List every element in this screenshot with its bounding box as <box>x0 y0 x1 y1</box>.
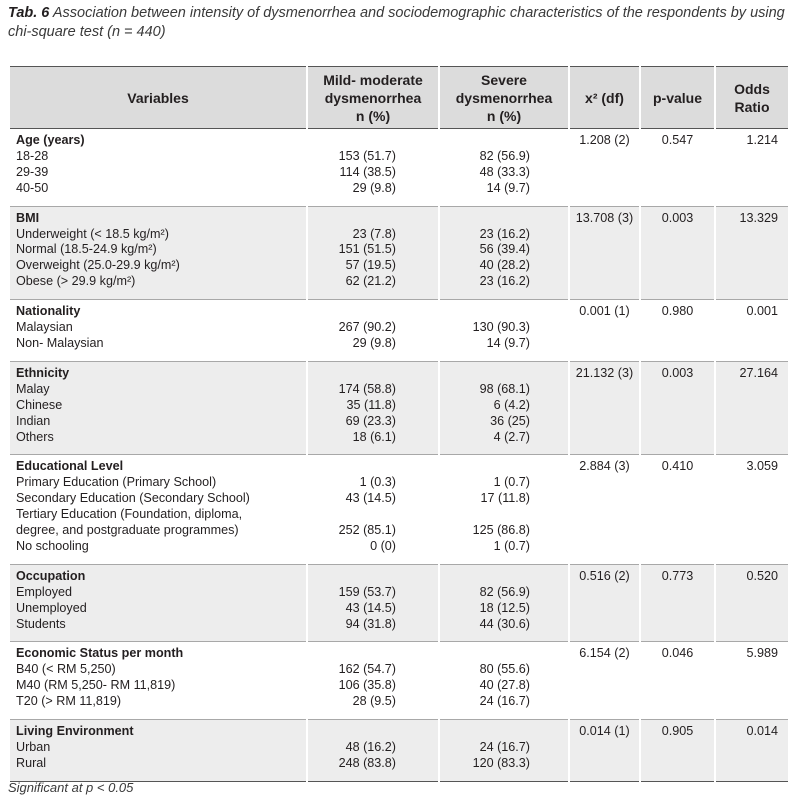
mild-cell <box>307 455 439 564</box>
category-label: T20 (> RM 11,819) <box>16 694 122 709</box>
table-row <box>10 361 788 455</box>
severe-value: 14 (9.7) <box>486 180 530 195</box>
mild-value: 159 (53.7) <box>338 584 396 599</box>
header-chi-square <box>569 67 640 129</box>
chi-square-value: 0.516 (2) <box>569 564 640 642</box>
severe-cell <box>439 300 569 362</box>
severe-value: 40 (28.2) <box>479 258 530 273</box>
group-title: BMI <box>16 210 40 225</box>
severe-value: 130 (90.3) <box>472 320 530 335</box>
table-label: Tab. 6 <box>8 5 50 21</box>
mild-value: 29 (9.8) <box>352 180 396 195</box>
severe-cell <box>439 129 569 207</box>
variable-cell <box>10 720 307 782</box>
severe-value: 1 (0.7) <box>493 475 530 490</box>
variable-cell <box>10 564 307 642</box>
variable-cell <box>10 455 307 564</box>
odds-ratio-value: 0.001 <box>715 300 788 362</box>
mild-value: 62 (21.2) <box>345 274 396 289</box>
severe-value: 4 (2.7) <box>493 429 530 444</box>
category-label: Malaysian <box>16 320 73 335</box>
odds-ratio-value: 1.214 <box>715 129 788 207</box>
severe-value: 24 (16.7) <box>479 694 530 709</box>
header-line: dysmenorrhea <box>324 89 422 106</box>
category-label: Rural <box>16 755 47 770</box>
header-line: Mild- moderate <box>323 71 423 88</box>
mild-value: 94 (31.8) <box>345 616 396 631</box>
odds-ratio-value: 5.989 <box>715 642 788 720</box>
severe-cell <box>439 720 569 782</box>
mild-value: 69 (23.3) <box>345 413 396 428</box>
table-header <box>10 67 788 129</box>
category-label: Secondary Education (Secondary School) <box>16 491 250 506</box>
mild-value: 151 (51.5) <box>338 242 396 257</box>
mild-cell <box>307 206 439 300</box>
p-value: 0.046 <box>640 642 715 720</box>
mild-value: 267 (90.2) <box>338 320 396 335</box>
p-value: 0.980 <box>640 300 715 362</box>
mild-cell <box>307 564 439 642</box>
severe-cell <box>439 455 569 564</box>
table-row <box>10 129 788 207</box>
group-title: Nationality <box>16 304 81 319</box>
severe-value: 36 (25) <box>490 413 530 428</box>
chi-square-value: 13.708 (3) <box>569 206 640 300</box>
category-label: M40 (RM 5,250- RM 11,819) <box>16 678 176 693</box>
footnote: Significant at p < 0.05 <box>8 780 134 795</box>
p-value: 0.905 <box>640 720 715 782</box>
header-line: n (%) <box>355 107 391 124</box>
chi-square-value: 6.154 (2) <box>569 642 640 720</box>
odds-ratio-value: 3.059 <box>715 455 788 564</box>
severe-value: 98 (68.1) <box>479 381 530 396</box>
category-label: Others <box>16 429 54 444</box>
p-value: 0.003 <box>640 361 715 455</box>
category-label: No schooling <box>16 538 89 553</box>
category-label: degree, and postgraduate programmes) <box>16 523 239 538</box>
severe-value: 24 (16.7) <box>479 740 530 754</box>
group-title: Economic Status per month <box>16 646 184 661</box>
severe-value: 82 (56.9) <box>479 148 530 163</box>
category-label: Employed <box>16 584 73 599</box>
odds-ratio-value: 0.520 <box>715 564 788 642</box>
p-value: 0.547 <box>640 129 715 207</box>
chi-square-value: 0.014 (1) <box>569 720 640 782</box>
p-value: 0.003 <box>640 206 715 300</box>
category-label: Overweight (25.0-29.9 kg/m²) <box>16 258 180 273</box>
category-label: Normal (18.5-24.9 kg/m²) <box>16 242 157 257</box>
group-title: Occupation <box>16 568 86 583</box>
variable-cell <box>10 642 307 720</box>
severe-cell <box>439 206 569 300</box>
mild-value: 1 (0.3) <box>359 475 396 490</box>
severe-value: 6 (4.2) <box>493 397 530 412</box>
variable-cell <box>10 129 307 207</box>
mild-value: 43 (14.5) <box>345 491 396 506</box>
mild-value: 153 (51.7) <box>338 148 396 163</box>
chi-square-value: 21.132 (3) <box>569 361 640 455</box>
table-row <box>10 455 788 564</box>
mild-cell <box>307 720 439 782</box>
table-row <box>10 564 788 642</box>
header-severe <box>439 67 569 129</box>
mild-value: 248 (83.8) <box>338 755 396 770</box>
mild-value: 174 (58.8) <box>338 381 396 396</box>
category-label: Primary Education (Primary School) <box>16 475 217 490</box>
category-label: 18-28 <box>16 148 49 163</box>
category-label: B40 (< RM 5,250) <box>16 662 116 677</box>
mild-value: 162 (54.7) <box>338 662 396 677</box>
group-title: Ethnicity <box>16 365 70 380</box>
severe-value: 48 (33.3) <box>479 164 530 179</box>
category-label: Malay <box>16 381 50 396</box>
category-label: Obese (> 29.9 kg/m²) <box>16 274 136 289</box>
mild-value: 252 (85.1) <box>338 523 396 538</box>
mild-value: 29 (9.8) <box>352 335 396 350</box>
severe-value: 1 (0.7) <box>493 538 530 553</box>
group-title: Living Environment <box>16 724 134 739</box>
header-line: Ratio <box>734 98 770 115</box>
category-label: Indian <box>16 413 51 428</box>
table-row <box>10 206 788 300</box>
p-value: 0.410 <box>640 455 715 564</box>
category-label: 40-50 <box>16 180 49 195</box>
category-label: Chinese <box>16 397 63 412</box>
table-title: Association between intensity of dysmenorrhea and sociodemographic characteristics of the respondents by using chi-square test (n = 440) <box>8 5 785 40</box>
severe-value: 17 (11.8) <box>480 491 530 506</box>
severe-cell <box>439 642 569 720</box>
header-variables <box>10 67 307 129</box>
mild-value: 43 (14.5) <box>345 600 396 615</box>
data-table <box>10 66 788 782</box>
chi-square-value: 1.208 (2) <box>569 129 640 207</box>
header-line: p-value <box>652 89 702 106</box>
mild-value: 28 (9.5) <box>352 694 396 709</box>
header-line: x² (df) <box>585 89 624 106</box>
header-odds-ratio <box>715 67 788 129</box>
header-mild-moderate <box>307 67 439 129</box>
p-value: 0.773 <box>640 564 715 642</box>
odds-ratio-value: 0.014 <box>715 720 788 782</box>
header-line: n (%) <box>486 107 522 124</box>
table-row <box>10 720 788 782</box>
table-row <box>10 300 788 362</box>
table-row <box>10 642 788 720</box>
chi-square-value: 0.001 (1) <box>569 300 640 362</box>
header-line: Severe <box>481 71 527 88</box>
mild-value: 35 (11.8) <box>346 397 396 412</box>
odds-ratio-value: 27.164 <box>715 361 788 455</box>
variable-cell <box>10 206 307 300</box>
header-line: Odds <box>734 80 770 97</box>
odds-ratio-value: 13.329 <box>715 206 788 300</box>
category-label: Tertiary Education (Foundation, diploma, <box>16 507 243 522</box>
severe-cell <box>439 361 569 455</box>
severe-value: 23 (16.2) <box>479 226 530 241</box>
table-body <box>10 129 788 782</box>
chi-square-value: 2.884 (3) <box>569 455 640 564</box>
severe-value: 18 (12.5) <box>479 600 530 615</box>
category-label: Urban <box>16 740 51 754</box>
severe-value: 125 (86.8) <box>472 523 530 538</box>
mild-cell <box>307 300 439 362</box>
mild-value: 23 (7.8) <box>352 226 396 241</box>
mild-cell <box>307 129 439 207</box>
group-title: Educational Level <box>16 459 124 474</box>
variable-cell <box>10 361 307 455</box>
mild-value: 0 (0) <box>370 538 396 553</box>
severe-value: 120 (83.3) <box>472 755 530 770</box>
severe-value: 82 (56.9) <box>479 584 530 599</box>
category-label: 29-39 <box>16 164 49 179</box>
header-line: dysmenorrhea <box>455 89 553 106</box>
mild-value: 18 (6.1) <box>352 429 396 444</box>
severe-value: 80 (55.6) <box>479 662 530 677</box>
header-row <box>10 67 788 129</box>
severe-value: 40 (27.8) <box>479 678 530 693</box>
severe-value: 56 (39.4) <box>479 242 530 257</box>
severe-value: 23 (16.2) <box>479 274 530 289</box>
category-label: Underweight (< 18.5 kg/m²) <box>16 226 169 241</box>
severe-value: 44 (30.6) <box>479 616 530 631</box>
category-label: Students <box>16 616 66 631</box>
mild-value: 106 (35.8) <box>338 678 396 693</box>
group-title: Age (years) <box>16 133 85 147</box>
category-label: Unemployed <box>16 600 87 615</box>
mild-value: 57 (19.5) <box>345 258 396 273</box>
variable-cell <box>10 300 307 362</box>
mild-cell <box>307 642 439 720</box>
severe-value: 14 (9.7) <box>486 335 530 350</box>
severe-cell <box>439 564 569 642</box>
mild-cell <box>307 361 439 455</box>
category-label: Non- Malaysian <box>16 335 104 350</box>
mild-value: 114 (38.5) <box>339 164 396 179</box>
table-caption <box>8 4 788 42</box>
header-p-value <box>640 67 715 129</box>
header-line: Variables <box>127 89 189 106</box>
mild-value: 48 (16.2) <box>345 740 396 754</box>
